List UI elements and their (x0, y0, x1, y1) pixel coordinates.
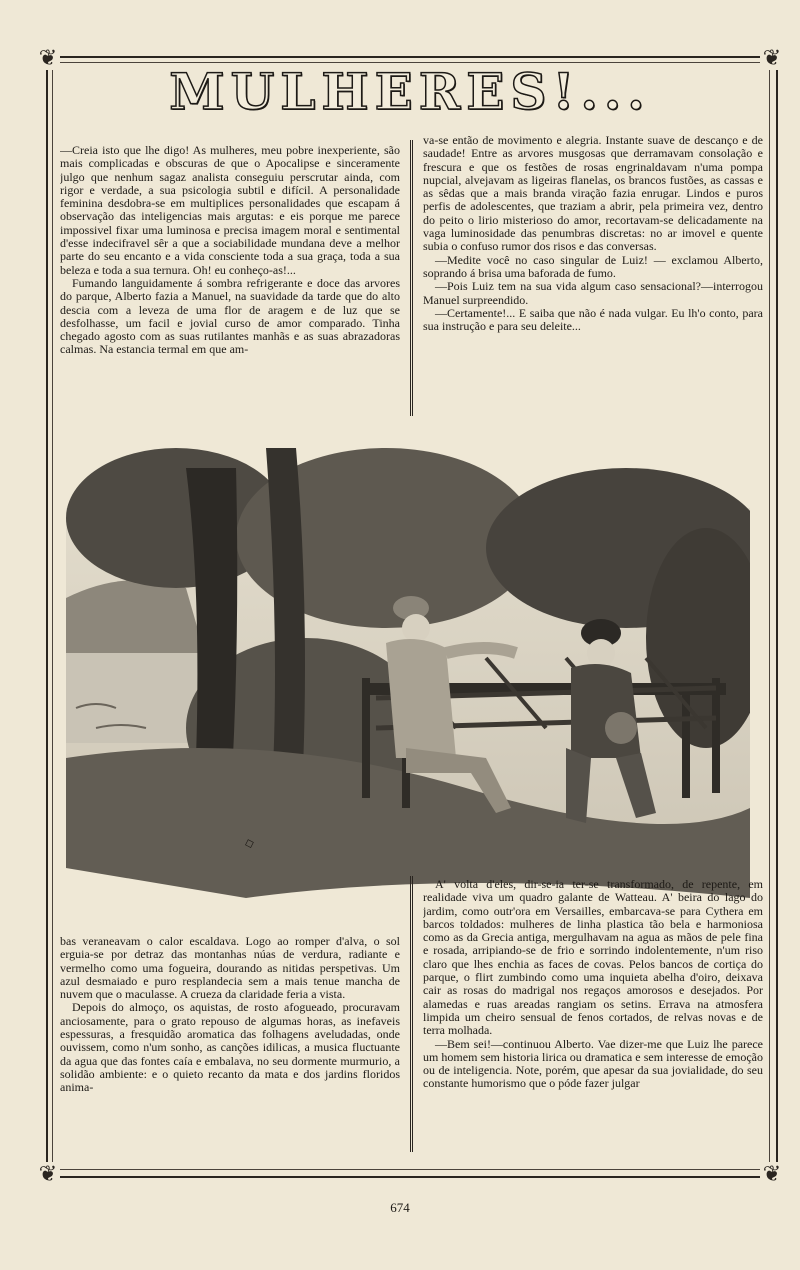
paragraph: Depois do almoço, os aquistas, de rosto afogueado, procuravam anciosamente, para o grato repouso de algumas horas, as inefaveis espessuras, a fresquidão aromatica das folhagens aveludadas, onde ouvissem, como n'um sonho, as canções idilicas, a musica fluctuante da agua que das fontes caía e embalava, no seu dormente murmurio, a solidão ambiente: e o quieto recanto da mata e dos jardins floridos anima- (60, 1000, 400, 1095)
svg-text:◇: ◇ (242, 834, 256, 851)
paragraph: Fumando languidamente á sombra refrigerante e doce das arvores do parque, Alberto fazia a Manuel, na suavidade da tarde que do alto descia com a leveza de uma flor de aragem e de luz que se desfolhasse, um facil e jovial curso de amor comparado. Tinha chegado agosto com as suas rutilantes manhãs e as suas abrazadoras calmas. Na estancia termal em que am- (60, 275, 400, 357)
corner-ornament-top-left: ❦ (36, 46, 60, 70)
text-column-2 (423, 134, 763, 416)
text-column-3 (60, 935, 400, 1150)
paragraph: bas veraneavam o calor escaldava. Logo ao romper d'alva, o sol erguia-se por detraz das montanhas núas de verdura, radiante e vermelho como uma fogueira, dourando as nitidas perspetivas. Um azul desmaiado e puro resplandecia sem a mais tenue mancha de nuvem que o maculasse. A crueza da claridade feria a vista. (60, 935, 400, 1002)
corner-ornament-top-right: ❦ (760, 46, 784, 70)
page-number: 674 (390, 1200, 410, 1215)
paragraph: —Creia isto que lhe digo! As mulheres, meu pobre inexperiente, são mais complicadas e obscuras de que o Apocalipse e sinceramente julgo que nenhum sagaz analista conseguiu perscrutar ainda, com rigor e verdade, a sua psicologia subtil e difícil. A personalidade feminina desdobra-se em multiplices personalidades que escapam á observação das inteligencias mais argutas: e eis porque me parece impossivel fixar uma luminosa e precisa imagem moral e sentimental d'esse indecifravel sêr a que a sociabilidade mundana deve a melhor parte do seu encanto e a vida consciente toda a sua graça, toda a sua beleza e toda a sua ternura. Oh! eu conheço-as!... (60, 144, 400, 277)
article-title: MULHERES!... (169, 62, 651, 121)
park-bench-illustration (66, 428, 750, 928)
paragraph: A' volta d'eles, dir-se-ia ter-se transformado, de repente, em realidade viva um quadro galante de Watteau. A' beira do lago do jardim, como outr'ora em Versailles, embarcava-se para Cythera em barcos toldados: mulheres de linha plastica tão bela e harmoniosa como as da Grecia antiga, mergulhavam na agua as mãos de pele fina e rosada, arripiando-se de frio e sorrindo indolentemente, n'um riso claro que lhes enchia as faces de covas. Pelos bancos de cortiça do parque, o flirt zumbindo como uma inquieta abelha d'oiro, deixava cair as rosas do madrigal nos regaços amorosos e desejados. Por alamedas e ruas areadas rangiam os setins. Errava na atmosfera limpida um cheiro sensual de fenos cortados, de relvas novas e de terra molhada. (423, 878, 763, 1038)
paragraph: va-se então de movimento e alegria. Instante suave de descanço e de saudade! Entre as arvores musgosas que derramavam consolação e frescura e que os festões de rosas engrinaldavam n'uma pompa nupcial, alvejavam as ligeiras flanelas, os brancos fustões, as cassas e as sêdas que a mais branda viração fazia enrugar. Lindos e puros perfis de adolescentes, que traziam a abrir, pela primeira vez, dentro do peito o lirio misterioso do amor, recortavam-se delicadamente na vaga luminosidade das penumbras discretas: no ar imovel e quente subia o confuso rumor dos risos e das conversas. (423, 134, 763, 254)
paragraph: —Bem sei!—continuou Alberto. Vae dizer-me que Luiz lhe parece um homem sem historia lirica ou dramatica e sem interesse de emoção ou de inteligencia. Note, porém, que apesar da sua jovialidade, do seu constante humorismo que o póde fazer julgar (423, 1036, 763, 1091)
column-divider (410, 876, 413, 1152)
text-column-1 (60, 144, 400, 416)
paragraph: —Certamente!... E saiba que não é nada vulgar. Eu lh'o conto, para sua instrução e para seu deleite... (423, 305, 763, 334)
corner-ornament-bottom-left: ❦ (36, 1162, 60, 1186)
paragraph: —Pois Luiz tem na sua vida algum caso sensacional?—interrogou Manuel surpreendido. (423, 279, 763, 307)
text-column-4 (423, 878, 763, 1150)
paragraph: —Medite você no caso singular de Luiz! — exclamou Alberto, soprando á brisa uma baforada de fumo. (423, 252, 763, 280)
corner-ornament-bottom-right: ❦ (760, 1162, 784, 1186)
column-divider (410, 140, 413, 416)
